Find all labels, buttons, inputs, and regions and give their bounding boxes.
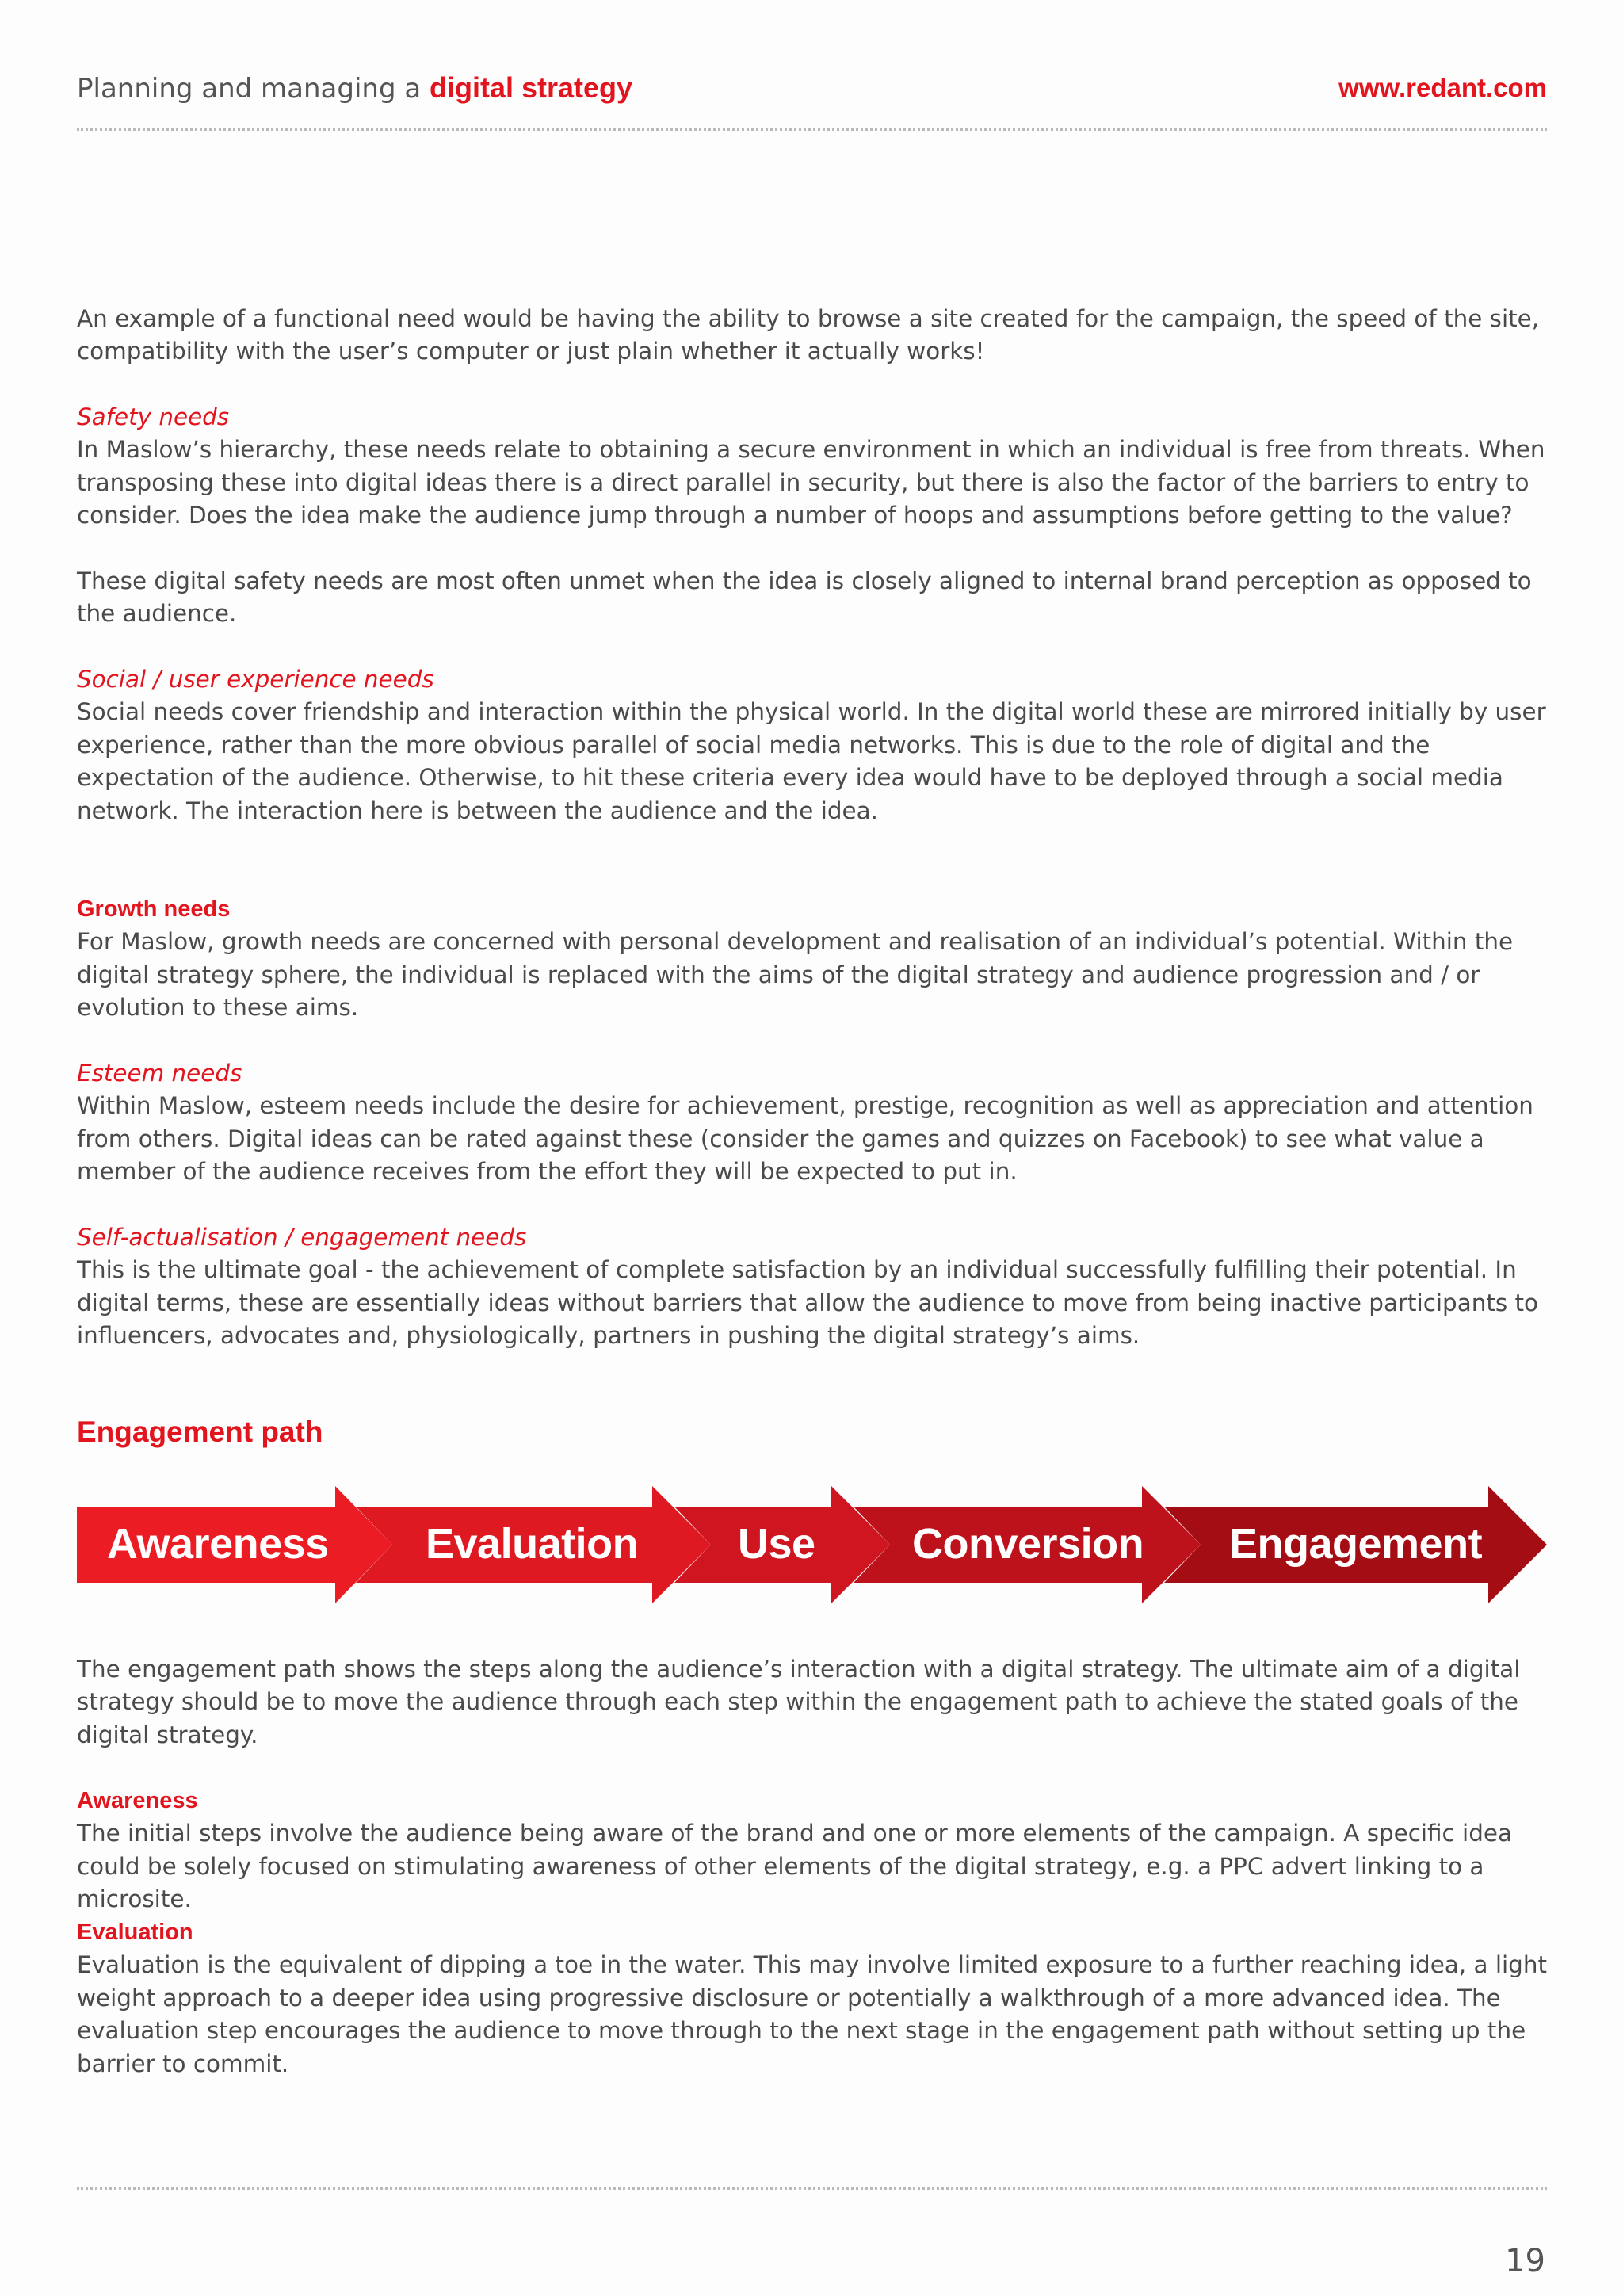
- awareness-heading: Awareness: [77, 1788, 198, 1813]
- self-actualisation-heading: Self-actualisation / engagement needs: [77, 1224, 527, 1251]
- footer-divider: [77, 2187, 1547, 2190]
- growth-needs-text: For Maslow, growth needs are concerned with personal development and realisation of an individual’s potential. Within the digital strategy sphere, the individual is replaced with the aims of the digital strategy and audience progression and / or evolution to these aims.: [77, 928, 1514, 1022]
- safety-needs-text-2: These digital safety needs are most often unmet when the idea is closely aligned to internal brand perception as opposed to the audience.: [77, 567, 1532, 628]
- title-highlight: digital strategy: [430, 71, 633, 104]
- document-title: [77, 71, 632, 105]
- engagement-path-diagram: [77, 1486, 1547, 1603]
- social-needs-section: [77, 663, 1547, 827]
- title-prefix: Planning and managing a: [77, 73, 430, 105]
- esteem-needs-section: [77, 1057, 1547, 1189]
- step-evaluation: Evaluation: [426, 1520, 639, 1568]
- evaluation-heading: Evaluation: [77, 1920, 193, 1945]
- awareness-text: The initial steps involve the audience being aware of the brand and one or more elements of the campaign. A specific idea could be solely focused on stimulating awareness of other elements of the digital strategy, e.g. a PPC advert linking to a microsite.: [77, 1820, 1512, 1913]
- social-needs-text: Social needs cover friendship and interaction within the physical world. In the digital world these are mirrored initially by user experience, rather than the more obvious parallel of social media networks. This is due to the role of digital and the expectation of the audience. Otherwise, to hit these criteria every idea would have to be deployed through a social media network. The interaction here is between the audience and the idea.: [77, 698, 1546, 824]
- website-link[interactable]: www.redant.com: [1338, 73, 1547, 102]
- growth-needs-section: [77, 893, 1547, 1025]
- engagement-path-text: The engagement path shows the steps along the audience’s interaction with a digital strategy. The ultimate aim of a digital strategy should be to move the audience through each step within the engagement path to achieve the stated goals of the digital strategy.: [77, 1656, 1521, 1748]
- safety-needs-text: In Maslow’s hierarchy, these needs relate to obtaining a secure environment in which an individual is free from threats. When transposing these into digital ideas there is a direct parallel in security, but there is also the factor of the barriers to entry to consider. Does the idea make the audience jump through a number of hoops and assumptions before getting to the value?: [77, 436, 1545, 529]
- evaluation-text: Evaluation is the equivalent of dipping a toe in the water. This may involve limited exposure to a further reaching idea, a light weight approach to a deeper idea using progressive disclosure or potentially a walkthrough of a more advanced idea. The evaluation step encourages the audience to move through to the next stage in the engagement path without setting up the barrier to commit.: [77, 1951, 1547, 2077]
- awareness-section: [77, 1785, 1547, 1916]
- intro-text: An example of a functional need would be having the ability to browse a site created for the campaign, the speed of the site, compatibility with the user’s computer or just plain whether it actually works!: [77, 305, 1540, 365]
- document-page: [77, 0, 1547, 2296]
- engagement-path-intro: [77, 1653, 1547, 1752]
- self-actualisation-section: [77, 1221, 1547, 1353]
- esteem-needs-text: Within Maslow, esteem needs include the desire for achievement, prestige, recognition as well as appreciation and attention from others. Digital ideas can be rated against these (consider the games and quizzes on Facebook) to see what value a member of the audience receives from the effort they will be expected to put in.: [77, 1092, 1533, 1186]
- header-divider: [77, 128, 1547, 131]
- page-number: 19: [1505, 2243, 1545, 2279]
- esteem-needs-heading: Esteem needs: [77, 1060, 242, 1087]
- page-header: [77, 71, 1547, 109]
- evaluation-section: [77, 1916, 1547, 2080]
- step-awareness: Awareness: [107, 1520, 329, 1568]
- growth-needs-heading: Growth needs: [77, 896, 231, 922]
- social-needs-heading: Social / user experience needs: [77, 666, 434, 693]
- safety-needs-section: [77, 401, 1547, 630]
- step-engagement: Engagement: [1229, 1520, 1483, 1568]
- intro-paragraph: [77, 303, 1547, 369]
- safety-needs-heading: Safety needs: [77, 403, 230, 430]
- step-conversion: Conversion: [912, 1520, 1144, 1568]
- step-use: Use: [738, 1520, 815, 1568]
- self-actualisation-text: This is the ultimate goal - the achievement of complete satisfaction by an individual successfully fulfilling their potential. In digital terms, these are essentially ideas without barriers that allow the audience to move from being inactive participants to influencers, advocates and, physiologically, partners in pushing the digital strategy’s aims.: [77, 1256, 1539, 1350]
- engagement-path-title: Engagement path: [77, 1415, 323, 1448]
